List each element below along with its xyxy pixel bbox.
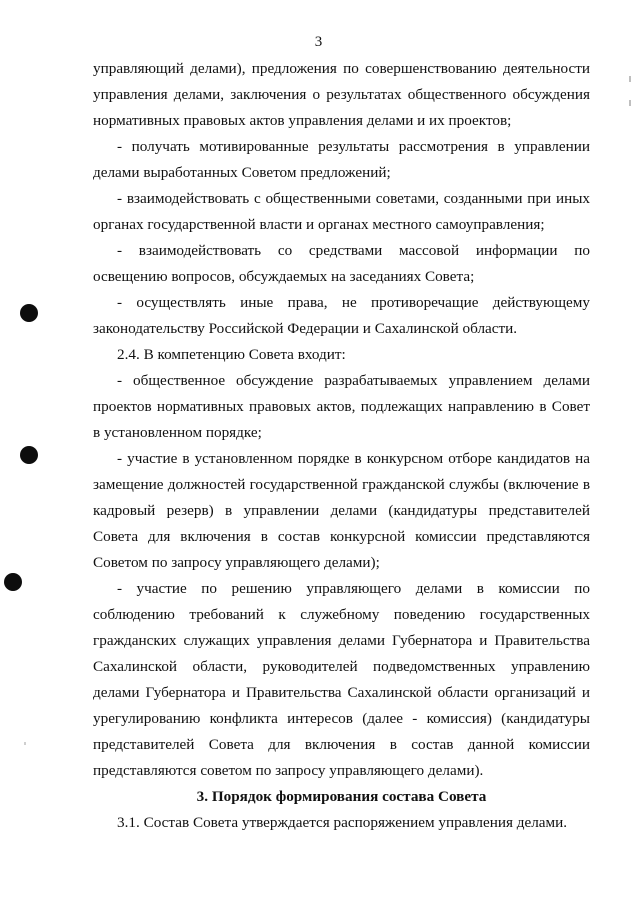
- document-body: [93, 56, 590, 836]
- scan-edge-mark: [629, 100, 631, 106]
- page-number: 3: [314, 34, 323, 50]
- paragraph-competence-public-discussion: - общественное обсуждение разрабатываемых управлением делами проектов нормативных правовых актов, подлежащих направлению в Совет в установленном порядке;: [93, 372, 590, 441]
- paragraph-continuation: управляющий делами), предложения по совершенствованию деятельности управления делами, заключения о результатах общественного обсуждения нормативных правовых актов управления делами и их проектов;: [93, 60, 590, 129]
- paragraph-right-receive-results: - получать мотивированные результаты рассмотрения в управлении делами выработанных Советом предложений;: [93, 138, 590, 181]
- section-heading-3: 3. Порядок формирования состава Совета: [196, 788, 487, 805]
- scan-speck: [24, 742, 26, 745]
- paragraph-section-3-1: 3.1. Состав Совета утверждается распоряжением управления делами.: [117, 814, 568, 831]
- binder-hole-mark: [4, 573, 22, 591]
- paragraph-competence-commission: - участие по решению управляющего делами в комиссии по соблюдению требований к служебному поведению государственных гражданских служащих управления делами Губернатора и Правительства Сахалинской области, руководителей подведомственных управлению делами Губернатора и Правительства Сахалинской области организаций и урегулированию конфликта интересов (далее - комиссия) (кандидатуры представителей Совета для включения в состав данной комиссии представляются советом по запросу управляющего делами).: [93, 580, 590, 779]
- paragraph-competence-competition: - участие в установленном порядке в конкурсном отборе кандидатов на замещение должностей государственной гражданской службы (включение в кадровый резерв) в управлении делами (кандидатуры представителей Совета для включения в состав конкурсной комиссии представляются Советом по запросу управляющего делами);: [93, 450, 590, 571]
- paragraph-right-other: - осуществлять иные права, не противоречащие действующему законодательству Российской Федерации и Сахалинской области.: [93, 294, 590, 337]
- paragraph-section-2-4: 2.4. В компетенцию Совета входит:: [117, 346, 346, 363]
- binder-hole-mark: [20, 304, 38, 322]
- paragraph-right-interact-media: - взаимодействовать со средствами массовой информации по освещению вопросов, обсуждаемых на заседаниях Совета;: [93, 242, 590, 285]
- paragraph-right-interact-councils: - взаимодействовать с общественными советами, созданными при иных органах государственной власти и органах местного самоуправления;: [93, 190, 590, 233]
- binder-hole-mark: [20, 446, 38, 464]
- scan-edge-mark: [629, 76, 631, 82]
